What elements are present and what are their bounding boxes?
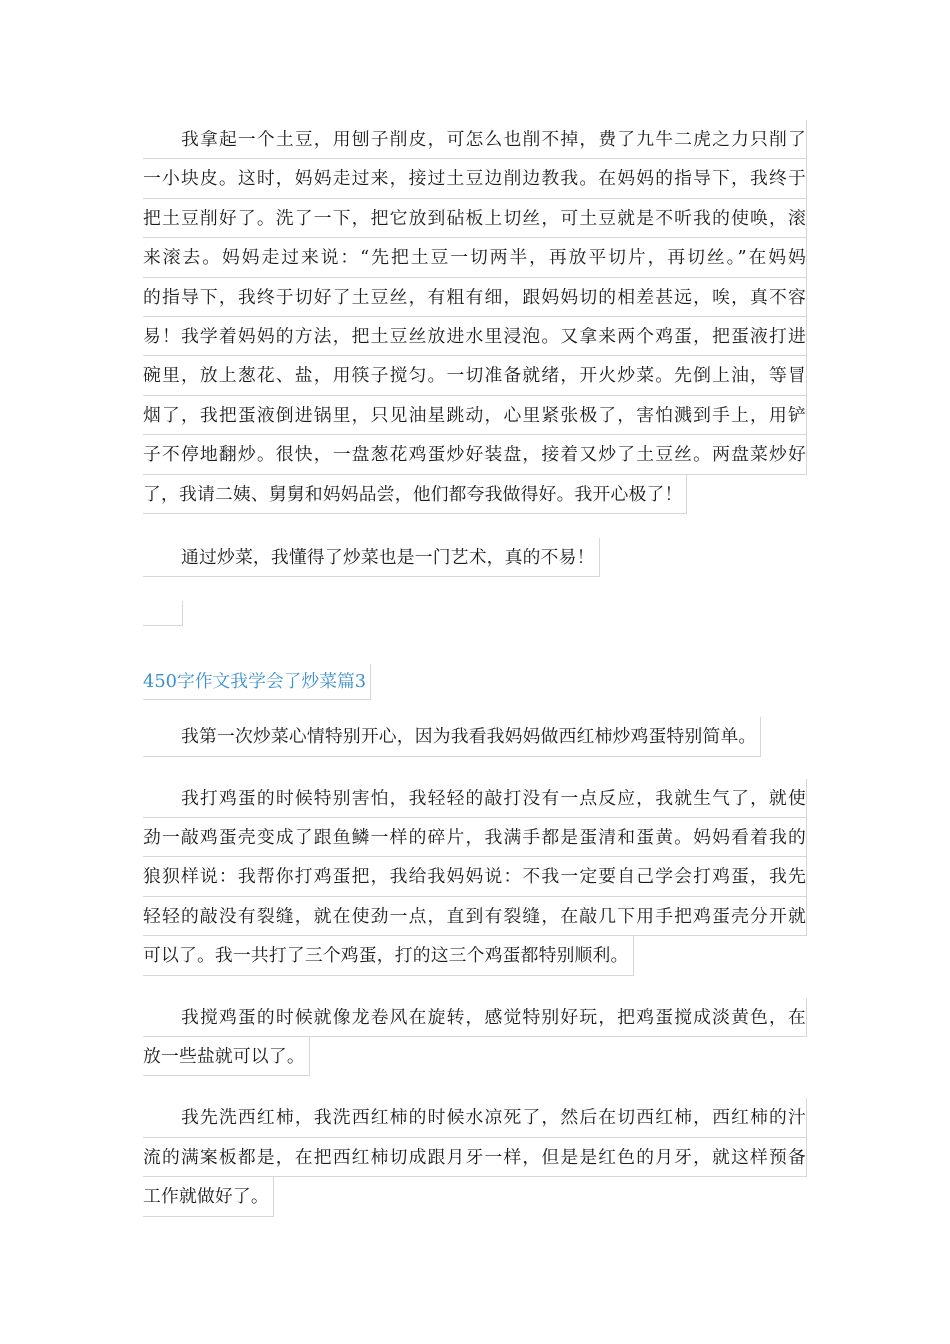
paragraph-line: 了，我请二姨、舅舅和妈妈品尝，他们都夸我做得好。我开心极了！: [143, 475, 687, 514]
paragraph-line: 狼狈样说：我帮你打鸡蛋把，我给我妈妈说：不我一定要自己学会打鸡蛋，我先: [143, 857, 807, 896]
paragraph-line: 我搅鸡蛋的时候就像龙卷风在旋转，感觉特别好玩，把鸡蛋搅成淡黄色，在: [143, 998, 807, 1037]
paragraph-line: 我第一次炒菜心情特别开心，因为我看我妈妈做西红柿炒鸡蛋特别简单。: [143, 717, 761, 756]
paragraph-intro: [143, 717, 807, 760]
paragraph-line: 可以了。我一共打了三个鸡蛋，打的这三个鸡蛋都特别顺利。: [143, 936, 634, 975]
paragraph-line: 通过炒菜，我懂得了炒菜也是一门艺术，真的不易！: [143, 538, 600, 577]
paragraph-line: 一小块皮。这时，妈妈走过来，接过土豆边削边教我。在妈妈的指导下，我终于: [143, 159, 807, 198]
document-page: [143, 120, 807, 1221]
paragraph-stir: [143, 998, 807, 1081]
paragraph-line: 我打鸡蛋的时候特别害怕，我轻轻的敲打没有一点反应，我就生气了，就使: [143, 779, 807, 818]
paragraph-line: 流的满案板都是，在把西红柿切成跟月牙一样，但是是红色的月牙，就这样预备: [143, 1138, 807, 1177]
paragraph-line: 工作就做好了。: [143, 1177, 274, 1216]
paragraph-line: 我先洗西红柿，我洗西红柿的时候水凉死了，然后在切西红柿，西红柿的汁: [143, 1098, 807, 1137]
paragraph-line: 易！我学着妈妈的方法，把土豆丝放进水里浸泡。又拿来两个鸡蛋，把蛋液打进: [143, 317, 807, 356]
paragraph-line: 碗里，放上葱花、盐，用筷子搅匀。一切准备就绪，开火炒菜。先倒上油，等冒: [143, 356, 807, 395]
paragraph-line: 把土豆削好了。洗了一下，把它放到砧板上切丝，可土豆就是不听我的使唤，滚: [143, 199, 807, 238]
paragraph-tomato: [143, 1098, 807, 1220]
empty-paragraph-box: [143, 601, 183, 626]
section-heading: 450字作文我学会了炒菜篇3: [143, 664, 371, 700]
section-heading-wrapper: [143, 664, 807, 700]
paragraph-potato: [143, 120, 807, 518]
paragraph-line: 轻轻的敲没有裂缝，就在使劲一点，直到有裂缝，在敲几下用手把鸡蛋壳分开就: [143, 897, 807, 936]
paragraph-line: 烟了，我把蛋液倒进锅里，只见油星跳动，心里紧张极了，害怕溅到手上，用铲: [143, 396, 807, 435]
paragraph-line: 的指导下，我终于切好了土豆丝，有粗有细，跟妈妈切的相差甚远，唉，真不容: [143, 278, 807, 317]
paragraph-conclusion: [143, 538, 807, 581]
paragraph-line: 放一些盐就可以了。: [143, 1037, 310, 1076]
paragraph-line: 子不停地翻炒。很快，一盘葱花鸡蛋炒好装盘，接着又炒了土豆丝。两盘菜炒好: [143, 435, 807, 474]
paragraph-line: 我拿起一个土豆，用刨子削皮，可怎么也削不掉，费了九牛二虎之力只削了: [143, 120, 807, 159]
paragraph-eggs: [143, 779, 807, 980]
paragraph-line: 劲一敲鸡蛋壳变成了跟鱼鳞一样的碎片，我满手都是蛋清和蛋黄。妈妈看着我的: [143, 818, 807, 857]
paragraph-line: 来滚去。妈妈走过来说：“先把土豆一切两半，再放平切片，再切丝。”在妈妈: [143, 238, 807, 277]
